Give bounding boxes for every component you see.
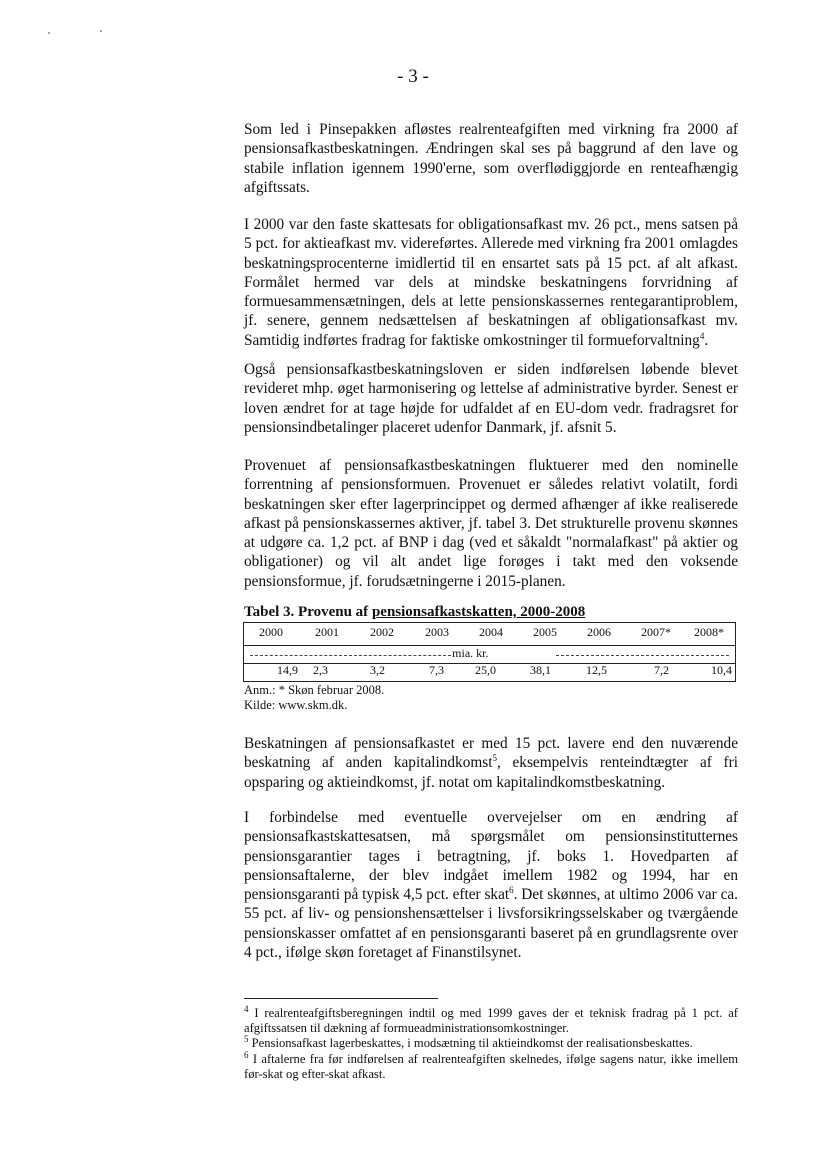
year-cell: 2008* — [694, 625, 724, 639]
table-title — [244, 604, 585, 621]
scan-speck — [48, 32, 50, 34]
table-notes — [244, 683, 384, 712]
year-cell: 2007* — [641, 625, 671, 639]
page-number: - 3 - — [397, 66, 429, 87]
scan-speck — [100, 30, 102, 32]
value-cell: 10,4 — [711, 663, 732, 677]
paragraph-6-text-a: I forbindelse med eventuelle overvejelser om en ændring af pensionsafkastskattesatsen, må spørgsmålet om pensionsinstitutternes pensionsgarantier tages i betragtning, jf. boks 1. Hovedparten af pensionsaftalerne, der blev indgået imellem 1982 og 1994, har en pensionsgaranti på typisk 4,5 pct. efter skat — [244, 809, 738, 904]
paragraph-4 — [244, 456, 738, 591]
footnote-4 — [244, 1003, 738, 1036]
dashed-rule — [250, 655, 451, 656]
paragraph-4-text: Provenuet af pensionsafkastbeskatningen fluktuerer med den nominelle forrentning af pensionsformuen. Provenuet er således relativt volatilt, fordi beskatningen sker efter lagerprincippet og dermed afhænger af ikke realiserede afkast på pensionskassernes aktiver, jf. tabel 3. Det strukturelle provenu skønnes at udgøre ca. 1,2 pct. af BNP i dag (ved et såkaldt "normalafkast" på aktier og obligationer) og vil alt andet lige forøges i takt med den voksende pensionsformue, jf. forudsætningerne i 2015-planen. — [244, 457, 738, 590]
year-cell: 2001 — [315, 625, 339, 639]
value-cell: 38,1 — [530, 663, 551, 677]
year-cell: 2000 — [259, 625, 283, 639]
paragraph-3 — [244, 360, 738, 437]
value-cell: 14,9 — [277, 663, 298, 677]
paragraph-2 — [244, 215, 738, 350]
footnote-5-number: 5 — [244, 1033, 249, 1044]
year-cell: 2005 — [533, 625, 557, 639]
paragraph-1 — [244, 120, 738, 197]
footnote-4-text: I realrenteafgiftsberegningen indtil og med 1999 gaves der et teknisk fradrag på 1 pct. af afgiftssatsen til dækning af formueadministrationsomkostninger. — [244, 1006, 738, 1035]
paragraph-2-text: I 2000 var den faste skattesats for obligationsafkast mv. 26 pct., mens satsen på 5 pct. for aktieafkast mv. videreførtes. Allerede med virkning fra 2001 omlagdes beskatningsprocenterne imidlertid til en ensartet sats på 15 pct. af alt afkast. Formålet hermed var dels at mindske beskatningens forvridning af formuesammensætningen, dels at lette pensionskassernes rentegarantiproblem, jf. senere, gennem nedsættelsen af beskatningen af obligationsafkast mv. Samtidig indførtes fradrag for faktiske omkostninger til formueforvaltning — [244, 216, 738, 349]
footnote-6-text: I aftalerne fra før indførelsen af realrenteafgiften skelnedes, ifølge sagens natur, ikke imellem før-skat og efter-skat afkast. — [244, 1052, 738, 1081]
table-note: Anm.: * Skøn februar 2008. — [244, 683, 385, 697]
footnote-ref-5: 5 — [492, 753, 497, 764]
paragraph-5-text-b: , eksempelvis renteindtægter af fri opsparing og aktieindkomst, jf. notat om kapitalindkomstbeskatning. — [244, 754, 738, 791]
footnote-ref-6: 6 — [509, 885, 514, 896]
paragraph-6-text-b: . Det skønnes, at ultimo 2006 var ca. 55 pct. af liv- og pensionshensættelser i livsforsikringsselskaber og tværgående pensionskasser omfattet af en pensionsgaranti baseret på en grundlagsrente over 4 pct., ifølge skøn foretaget af Finanstilsynet. — [244, 886, 738, 962]
year-cell: 2002 — [370, 625, 394, 639]
table-source: Kilde: www.skm.dk. — [244, 697, 348, 712]
table-title-b: pensionsafkastskatten, 2000-2008 — [371, 604, 586, 620]
footnote-5-text: Pensionsafkast lagerbeskattes, i modsætning til aktieindkomst der realisationsbeskattes. — [248, 1036, 693, 1050]
table-title-a: Tabel 3. Provenu af — [244, 604, 372, 620]
footnote-5 — [244, 1033, 738, 1051]
footnote-separator — [244, 998, 438, 999]
year-cell: 2003 — [425, 625, 449, 639]
unit-line — [250, 648, 729, 660]
footnote-6-number: 6 — [244, 1049, 249, 1060]
value-cell: 7,2 — [654, 663, 669, 677]
table-unit-row — [244, 645, 735, 664]
footnote-6 — [244, 1049, 738, 1082]
value-cell: 3,2 — [370, 663, 385, 677]
paragraph-6 — [244, 808, 738, 962]
year-cell: 2004 — [479, 625, 503, 639]
value-cell: 7,3 — [429, 663, 444, 677]
year-cell: 2006 — [587, 625, 611, 639]
dashed-rule — [556, 655, 729, 656]
table-value-row — [244, 663, 735, 681]
value-cell: 12,5 — [586, 663, 607, 677]
unit-label: mia. kr. — [452, 646, 489, 660]
paragraph-2-end: . — [704, 331, 709, 349]
table-header-row — [244, 625, 735, 643]
paragraph-3-text: Også pensionsafkastbeskatningsloven er siden indførelsen løbende blevet revideret mhp. øget harmonisering og lettelse af administrative byrder. Senest er loven ændret for at tage højde for udfaldet af en EU-dom vedr. fradragsret for pensionsindbetalinger placeret udenfor Danmark, jf. afsnit 5. — [244, 361, 738, 436]
paragraph-1-text: Som led i Pinsepakken afløstes realrenteafgiften med virkning fra 2000 af pensionsafkastbeskatningen. Ændringen skal ses på baggrund af den lave og stabile inflation igennem 1990'erne, som overflødiggjorde en renteafhængig afgiftssats. — [244, 121, 738, 196]
revenue-table — [243, 622, 736, 682]
paragraph-5 — [244, 734, 738, 792]
paragraph-5-text-a: Beskatningen af pensionsafkastet er med 15 pct. lavere end den nuværende beskatning af anden kapitalindkomst — [244, 735, 738, 772]
value-cell: 25,0 — [475, 663, 496, 677]
footnote-4-number: 4 — [244, 1003, 249, 1014]
value-cell: 2,3 — [313, 663, 328, 677]
footnote-ref-4: 4 — [699, 330, 705, 341]
